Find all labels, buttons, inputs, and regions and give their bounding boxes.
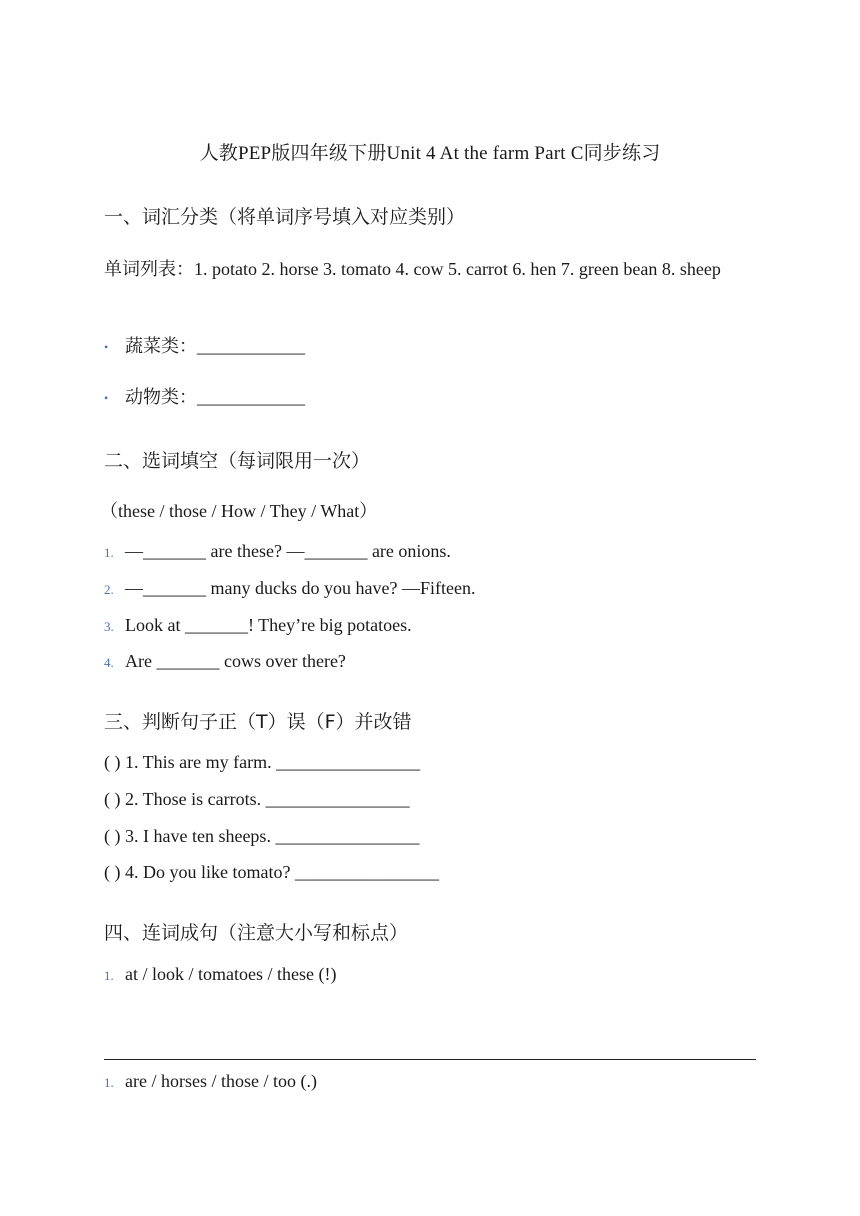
category-label: 蔬菜类： <box>125 336 197 357</box>
item-text: —_______ many ducks do you have? —Fifteen. <box>125 578 476 598</box>
answer-blank: ____________ <box>197 336 305 356</box>
word-list-items: 1. potato 2. horse 3. tomato 4. cow 5. carrot 6. hen 7. green bean 8. sheep <box>194 259 721 279</box>
item-text: at / look / tomatoes / these (!) <box>125 964 337 984</box>
list-item: ( ) 4. Do you like tomato? ________________ <box>104 862 439 882</box>
item-number: 4. <box>104 655 114 670</box>
section-1-heading: 一、词汇分类（将单词序号填入对应类别） <box>104 206 466 228</box>
item-text: Are _______ cows over there? <box>125 651 346 671</box>
category-label: 动物类： <box>125 387 197 408</box>
answer-blank: ____________ <box>197 387 305 407</box>
word-options: （these / those / How / They / What） <box>100 501 378 521</box>
list-item <box>104 964 336 985</box>
list-item <box>104 1071 317 1092</box>
list-item <box>104 615 412 636</box>
list-item <box>104 541 451 562</box>
item-number: 1. <box>104 545 114 560</box>
answer-line <box>104 1059 756 1060</box>
item-text: Look at _______! They’re big potatoes. <box>125 615 412 635</box>
bullet-icon: • <box>104 391 109 406</box>
bullet-icon: • <box>104 340 109 355</box>
list-item <box>104 651 346 672</box>
category-vegetables <box>104 332 305 358</box>
category-animals <box>104 383 305 409</box>
section-2-heading: 二、选词填空（每词限用一次） <box>104 450 371 472</box>
item-number: 2. <box>104 582 114 597</box>
item-number: 3. <box>104 619 114 634</box>
list-item: ( ) 2. Those is carrots. ________________ <box>104 789 410 809</box>
page-title: 人教PEP版四年级下册Unit 4 At the farm Part C同步练习 <box>199 143 661 164</box>
item-number: 1. <box>104 968 114 983</box>
list-item: ( ) 3. I have ten sheeps. ________________ <box>104 826 420 846</box>
item-number: 1. <box>104 1075 114 1090</box>
item-text: —_______ are these? —_______ are onions. <box>125 541 451 561</box>
section-3-heading: 三、判断句子正（T）误（F）并改错 <box>104 711 412 733</box>
section-4-heading: 四、连词成句（注意大小写和标点） <box>104 922 409 944</box>
word-list-label: 单词列表： <box>104 259 194 280</box>
item-text: are / horses / those / too (.) <box>125 1071 317 1091</box>
list-item <box>104 578 475 599</box>
list-item: ( ) 1. This are my farm. ________________ <box>104 752 421 772</box>
word-list <box>104 252 744 287</box>
